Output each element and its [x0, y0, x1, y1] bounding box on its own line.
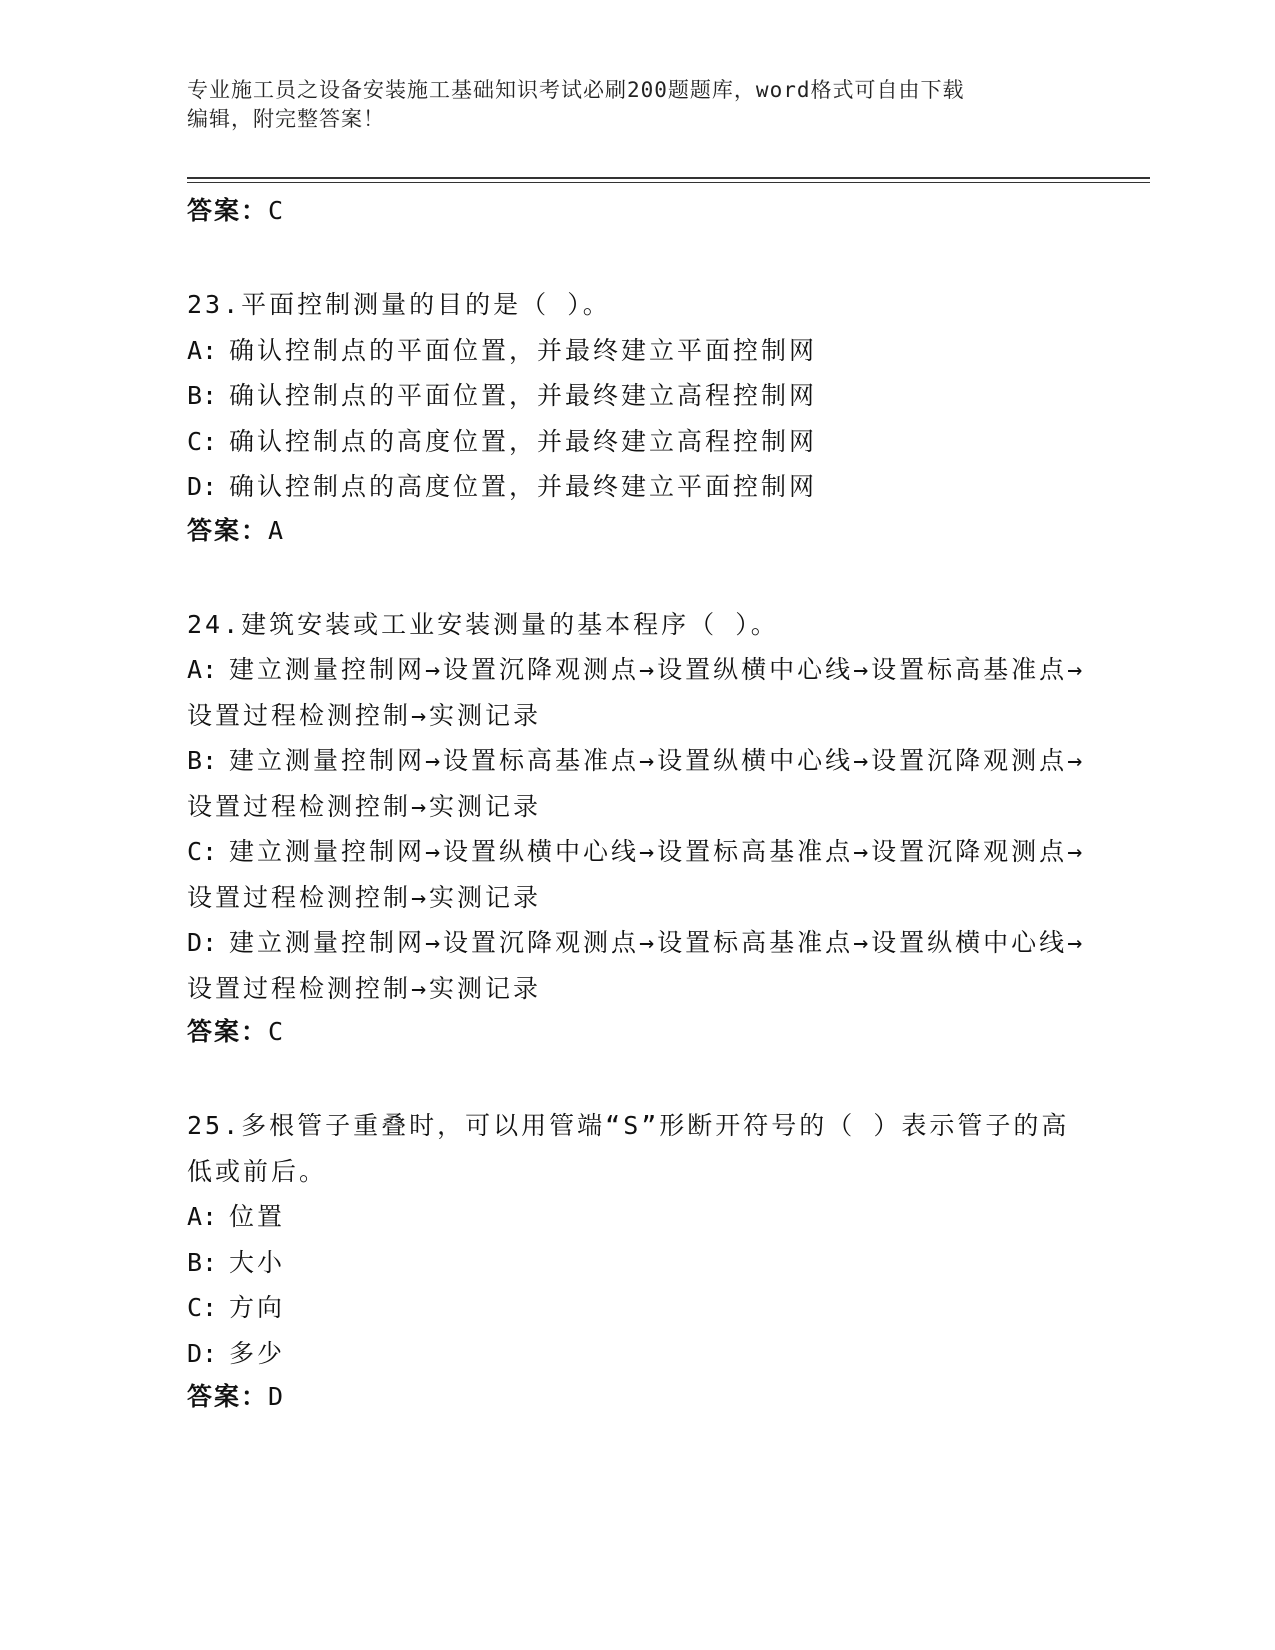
previous-answer — [187, 190, 1087, 232]
answer-value: A — [268, 515, 286, 545]
question-stem: 24.建筑安装或工业安装测量的基本程序（ ）。 — [187, 609, 779, 639]
option-d — [187, 1331, 1087, 1377]
option-letter: A: — [187, 335, 218, 365]
option-text: 建立测量控制网→设置纵横中心线→设置标高基准点→设置沉降观测点→设置过程检测控制→实测记录 — [187, 837, 1086, 912]
option-d — [187, 464, 1087, 510]
option-letter: A: — [187, 655, 218, 684]
answer-label: 答案： — [187, 515, 269, 545]
option-letter: B: — [187, 381, 218, 410]
option-letter: D: — [187, 928, 218, 957]
option-letter: B: — [187, 746, 218, 775]
option-text: 方向 — [229, 1293, 286, 1322]
option-letter: C: — [187, 837, 218, 866]
option-text: 确认控制点的高度位置，并最终建立高程控制网 — [229, 426, 818, 456]
answer-value: D — [268, 1382, 286, 1411]
question-list — [187, 190, 1087, 1418]
header-divider-thin — [187, 182, 1150, 183]
answer-value: C — [268, 196, 286, 225]
answer-value: C — [268, 1017, 286, 1046]
option-text: 确认控制点的高度位置，并最终建立平面控制网 — [229, 472, 818, 501]
option-letter: D: — [187, 472, 218, 501]
option-a — [187, 647, 1087, 738]
option-letter: D: — [187, 1338, 218, 1368]
option-b — [187, 1240, 1087, 1286]
option-text: 建立测量控制网→设置沉降观测点→设置纵横中心线→设置标高基准点→设置过程检测控制→实测记录 — [187, 655, 1086, 730]
option-d — [187, 920, 1087, 1011]
option-a — [187, 1194, 1087, 1240]
answer-line — [187, 1376, 1087, 1418]
option-letter: B: — [187, 1247, 218, 1277]
answer-label: 答案： — [187, 1382, 269, 1411]
option-letter: C: — [187, 426, 218, 456]
option-text: 大小 — [229, 1247, 286, 1277]
question-stem: 25.多根管子重叠时，可以用管端“S”形断开符号的（ ）表示管子的高低或前后。 — [187, 1111, 1070, 1186]
option-text: 建立测量控制网→设置沉降观测点→设置标高基准点→设置纵横中心线→设置过程检测控制→实测记录 — [187, 928, 1086, 1003]
question-stem: 23.平面控制测量的目的是（ ）。 — [187, 290, 611, 319]
option-text: 多少 — [229, 1338, 286, 1368]
option-letter: C: — [187, 1293, 218, 1322]
option-text: 位置 — [229, 1202, 286, 1231]
question-24 — [187, 602, 1087, 1054]
answer-label: 答案： — [187, 196, 269, 225]
option-text: 确认控制点的平面位置，并最终建立高程控制网 — [229, 381, 818, 410]
option-c — [187, 829, 1087, 920]
option-text: 建立测量控制网→设置标高基准点→设置纵横中心线→设置沉降观测点→设置过程检测控制→实测记录 — [187, 746, 1086, 821]
answer-label: 答案： — [187, 1017, 269, 1046]
answer-line — [187, 1011, 1087, 1053]
answer-line — [187, 510, 1087, 552]
question-23 — [187, 282, 1087, 552]
question-25 — [187, 1103, 1087, 1418]
header-line-2: 编辑，附完整答案！ — [187, 107, 385, 131]
option-b — [187, 373, 1087, 419]
option-c — [187, 1285, 1087, 1331]
document-header — [187, 76, 1067, 134]
option-text: 确认控制点的平面位置，并最终建立平面控制网 — [229, 335, 818, 365]
header-divider-thick — [187, 177, 1150, 179]
header-line-1: 专业施工员之设备安装施工基础知识考试必刷200题题库，word格式可自由下载 — [187, 78, 965, 102]
option-letter: A: — [187, 1202, 218, 1231]
option-c — [187, 419, 1087, 465]
option-a — [187, 328, 1087, 374]
option-b — [187, 738, 1087, 829]
